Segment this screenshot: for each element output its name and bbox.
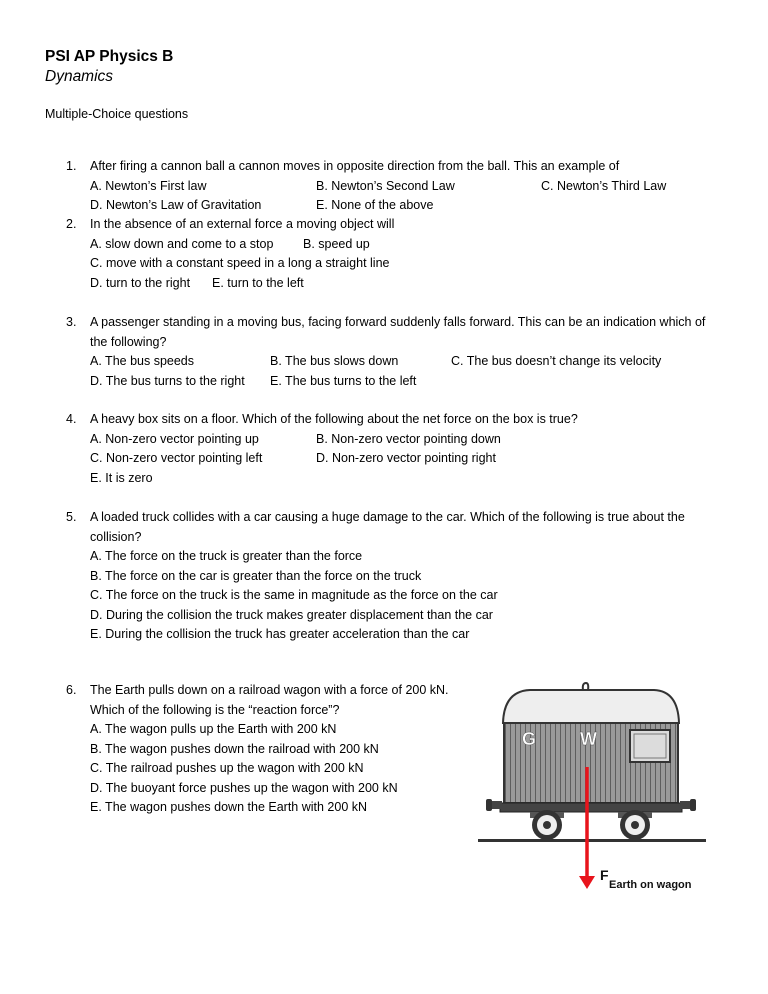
force-label-subscript: Earth on wagon (609, 879, 692, 891)
option-c: C. move with a constant speed in a long a straight line (90, 256, 390, 270)
option-c: C. The force on the truck is the same in magnitude as the force on the car (90, 588, 498, 602)
railroad-track (478, 839, 706, 842)
question-text: A loaded truck collides with a car causing a huge damage to the car. Which of the following is true about the (90, 510, 685, 524)
option-c: C. Newton’s Third Law (541, 178, 667, 193)
wagon-roof (503, 690, 679, 723)
option-c: C. The railroad pushes up the wagon with 200 kN (90, 761, 364, 775)
option-b: B. speed up (303, 236, 370, 251)
wagon-letter-w: W (580, 729, 597, 749)
option-b: B. Newton’s Second Law (316, 178, 455, 193)
question-number: 1. (66, 159, 77, 173)
option-a: A. Non-zero vector pointing up (90, 431, 259, 446)
wheel-right (620, 810, 650, 840)
option-b: B. The bus slows down (270, 354, 399, 368)
question-number: 6. (66, 683, 77, 697)
option-e: E. The bus turns to the left (270, 373, 417, 388)
option-d: D. Non-zero vector pointing right (316, 451, 496, 465)
question-text: After firing a cannon ball a cannon moves in opposite direction from the ball. This an example of (90, 159, 620, 173)
option-e: E. None of the above (316, 198, 434, 212)
option-a: A. Newton’s First law (90, 178, 207, 193)
question-text: A heavy box sits on a floor. Which of the following about the net force on the box is true? (90, 412, 578, 426)
option-e: E. The wagon pushes down the Earth with 200 kN (90, 800, 368, 814)
question-text: A passenger standing in a moving bus, facing forward suddenly falls forward. This can be an indication which of (90, 315, 706, 329)
question-number: 2. (66, 217, 77, 231)
option-b: B. The wagon pushes down the railroad with 200 kN (90, 741, 379, 756)
wheel-left (532, 810, 562, 840)
chimney-icon (583, 683, 588, 690)
option-d: D. turn to the right (90, 275, 191, 290)
question-number: 4. (66, 412, 77, 426)
wagon-letter-g: G (522, 729, 537, 749)
document-title: PSI AP Physics B (45, 48, 174, 65)
wagon-figure (470, 675, 710, 900)
option-b: B. Non-zero vector pointing down (316, 431, 501, 446)
question-text-continued: collision? (90, 529, 142, 544)
option-a: A. The wagon pulls up the Earth with 200 kN (90, 722, 337, 736)
option-d: D. During the collision the truck makes greater displacement than the car (90, 607, 493, 622)
question-text: In the absence of an external force a moving object will (90, 217, 395, 231)
option-d: D. The bus turns to the right (90, 373, 245, 388)
section-intro: Multiple-Choice questions (45, 107, 189, 121)
wagon-underframe (500, 803, 682, 812)
question-number: 3. (66, 315, 77, 329)
force-label-symbol: F (600, 867, 609, 883)
option-a: A. The force on the truck is greater than the force (90, 549, 363, 563)
question-text-continued: the following? (90, 334, 167, 349)
wagon-window (630, 730, 670, 762)
document-subtitle: Dynamics (45, 68, 114, 85)
option-e: E. During the collision the truck has greater acceleration than the car (90, 627, 470, 641)
option-e: E. It is zero (90, 470, 153, 485)
option-c: C. The bus doesn’t change its velocity (451, 354, 662, 368)
option-d: D. The buoyant force pushes up the wagon with 200 kN (90, 780, 398, 795)
option-a: A. The bus speeds (90, 354, 195, 368)
question-text: The Earth pulls down on a railroad wagon with a force of 200 kN. (90, 683, 449, 697)
option-c: C. Non-zero vector pointing left (90, 451, 263, 465)
option-e: E. turn to the left (212, 275, 304, 290)
option-b: B. The force on the car is greater than the force on the truck (90, 568, 422, 583)
question-number: 5. (66, 510, 77, 524)
option-d: D. Newton’s Law of Gravitation (90, 198, 262, 212)
option-a: A. slow down and come to a stop (90, 236, 274, 251)
question-text-continued: Which of the following is the “reaction force”? (90, 702, 340, 717)
